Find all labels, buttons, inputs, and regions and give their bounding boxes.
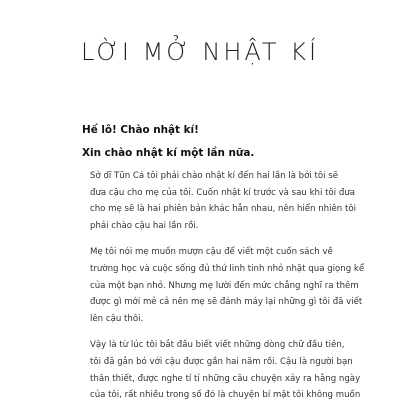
paragraph-3-line-1: Vậy là từ lúc tôi bắt đầu biết viết những dòng chữ đầu tiên, <box>90 340 345 351</box>
paragraph-3 <box>82 337 361 403</box>
page-content <box>82 124 365 414</box>
paragraph-3-line-2: tôi đã gắn bó với cậu được gần hai năm rồi. Cậu là người bạn <box>90 356 353 367</box>
paragraph-3-line-3: thân thiết, được nghe tí tỉ những câu chuyện xảy ra hằng ngày <box>90 373 361 384</box>
paragraph-2 <box>82 244 365 327</box>
paragraph-2-line-1: Mẹ tôi nói mẹ muốn mượn cậu để viết một cuốn sách về <box>90 247 333 258</box>
chapter-title: LỜI MỞ NHẬT KÍ <box>80 38 320 66</box>
paragraph-2-line-4: được gì mới mẻ cả nên mẹ sẽ đánh máy lại những gì tôi đã viết <box>90 297 363 308</box>
paragraph-2-line-2: trường học và cuộc sống đủ thứ linh tinh nhỏ nhặt qua giọng kể <box>90 263 365 274</box>
paragraph-1 <box>82 168 356 234</box>
greeting-line-2: Xin chào nhật kí một lần nữa. <box>82 147 255 159</box>
paragraph-1-line-2: đưa cậu cho mẹ của tôi. Cuốn nhật kí trước và sau khi tôi đưa <box>90 187 356 198</box>
paragraph-1-line-1: Sở dĩ Tũn Cá tôi phải chào nhật kí đến hai lần là bởi tôi sẽ <box>90 171 339 181</box>
paragraph-3-line-4: của tôi, rất nhiều trong số đó là chuyện bí mật tôi không muốn <box>90 390 361 401</box>
paragraph-2-line-3: của một bạn nhỏ. Nhưng mẹ lười đến mức chẳng nghĩ ra thêm <box>90 280 359 291</box>
greeting-line-1: Hế lô! Chào nhật kí! <box>82 124 199 136</box>
paragraph-2-line-5: lên cậu thôi. <box>90 313 144 324</box>
paragraph-1-line-3: cho mẹ sẽ là hai phiên bản khác hẳn nhau, nên hiển nhiên tôi <box>90 204 356 215</box>
paragraph-1-line-4: phải chào cậu hai lần rồi. <box>90 220 199 231</box>
